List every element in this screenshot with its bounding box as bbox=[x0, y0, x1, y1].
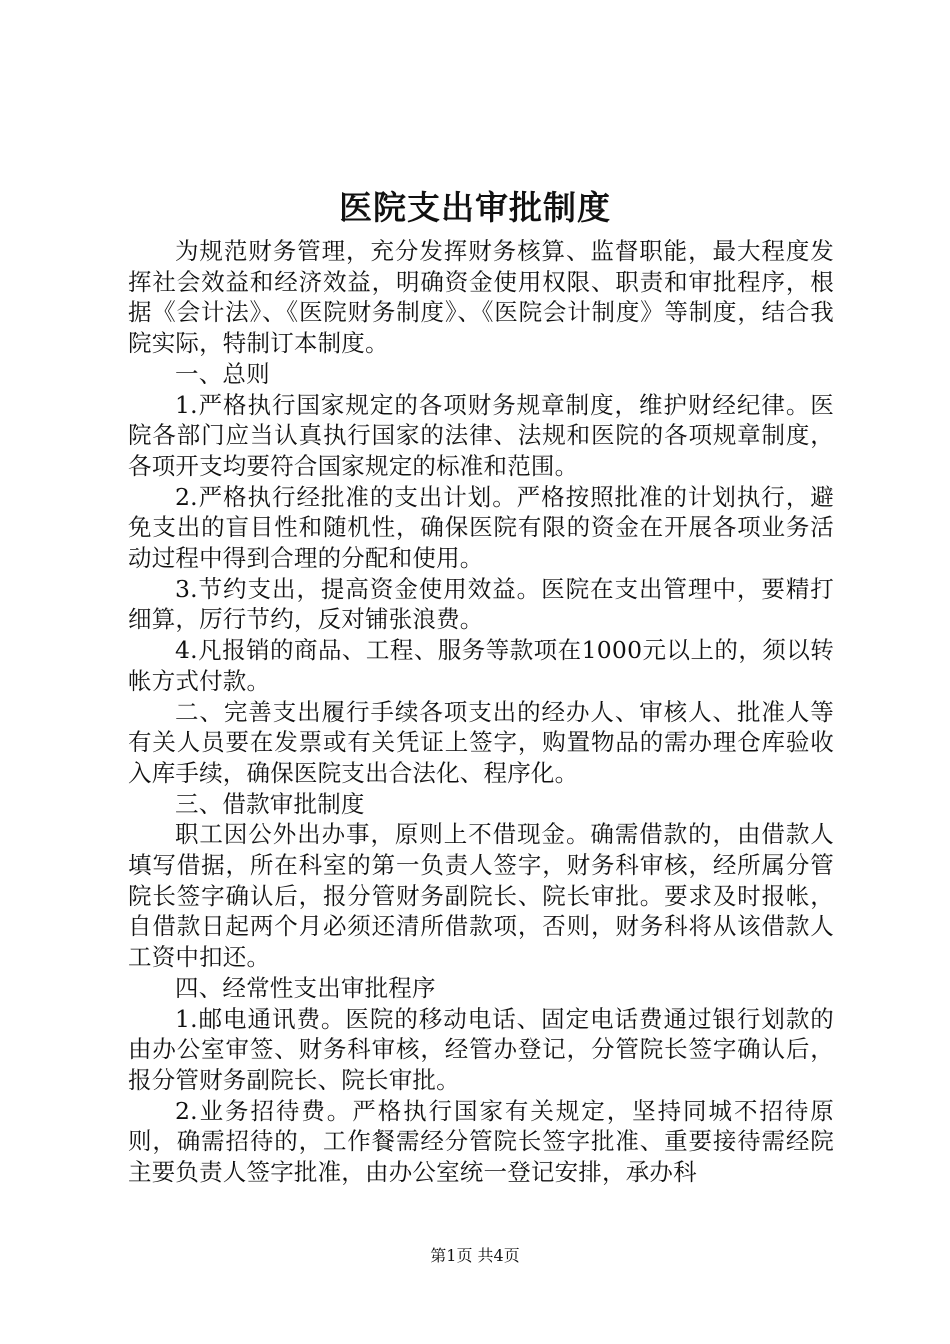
paragraph-rule-3: 3.节约支出，提高资金使用效益。医院在支出管理中，要精打细算，厉行节约，反对铺张浪费。 bbox=[128, 574, 834, 634]
paragraph-rule-1: 1.严格执行国家规定的各项财务规章制度，维护财经纪律。医院各部门应当认真执行国家的法律、法规和医院的各项规章制度，各项开支均要符合国家规定的标准和范围。 bbox=[128, 390, 834, 480]
paragraph-loan-approval: 职工因公外出办事，原则上不借现金。确需借款的，由借款人填写借据，所在科室的第一负责人签字，财务科审核，经所属分管院长签字确认后，报分管财务副院长、院长审批。要求及时报帐，自借款日起两个月必须还清所借款项，否则，财务科将从该借款人工资中扣还。 bbox=[128, 820, 834, 972]
paragraph-rule-4: 4.凡报销的商品、工程、服务等款项在1000元以上的，须以转帐方式付款。 bbox=[128, 636, 834, 695]
paragraph-hospitality-fee: 2.业务招待费。严格执行国家有关规定，坚持同城不招待原则，确需招待的，工作餐需经分管院长签字批准、重要接待需经院主要负责人签字批准，由办公室统一登记安排，承办科 bbox=[128, 1096, 834, 1187]
paragraph-intro: 为规范财务管理，充分发挥财务核算、监督职能，最大程度发挥社会效益和经济效益，明确资金使用权限、职责和审批程序，根据《会计法》、《医院财务制度》、《医院会计制度》等制度，结合我院实际，特制订本制度。 bbox=[128, 237, 834, 358]
heading-loan-approval: 三、借款审批制度 bbox=[175, 789, 365, 818]
document-title: 医院支出审批制度 bbox=[339, 188, 611, 227]
paragraph-section-2: 二、完善支出履行手续各项支出的经办人、审核人、批准人等有关人员要在发票或有关凭证上签字，购置物品的需办理仓库验收入库手续，确保医院支出合法化、程序化。 bbox=[128, 697, 834, 787]
paragraph-telecom-fee: 1.邮电通讯费。医院的移动电话、固定电话费通过银行划款的由办公室审签、财务科审核，经管办登记，分管院长签字确认后，报分管财务副院长、院长审批。 bbox=[128, 1004, 834, 1094]
heading-regular-expense: 四、经常性支出审批程序 bbox=[175, 973, 436, 1002]
paragraph-rule-2: 2.严格执行经批准的支出计划。严格按照批准的计划执行，避免支出的盲目性和随机性，确保医院有限的资金在开展各项业务活动过程中得到合理的分配和使用。 bbox=[128, 482, 834, 573]
heading-general-rules: 一、总则 bbox=[175, 359, 270, 388]
page-footer: 第1页 共4页 bbox=[430, 1246, 520, 1265]
document-body bbox=[128, 236, 834, 1188]
